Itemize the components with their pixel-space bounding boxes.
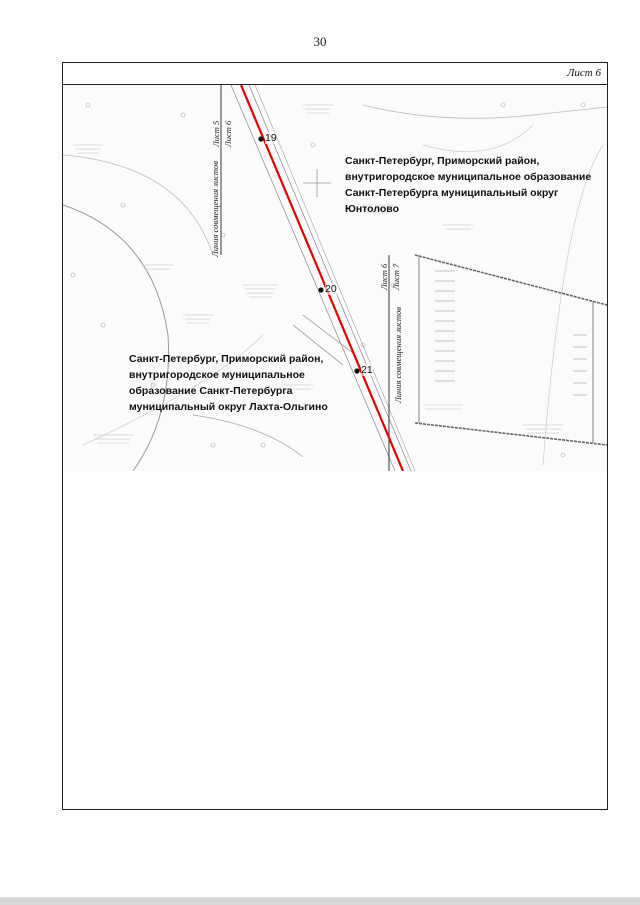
scan-edge — [0, 897, 640, 905]
area-label-lakhta: Санкт-Петербург, Приморский район, внутригородское муниципальное образование Санкт-Петербурга муниципальный округ Лахта-Ольгино — [129, 353, 328, 413]
point-label-21: 21 — [361, 364, 373, 376]
match-line-left-sheet-below: Лист 6 — [223, 120, 233, 147]
area-label-yuntolovo: Санкт-Петербург, Приморский район, внутригородское муниципальное образование Санкт-Петербурга муниципальный округ Юнтолово — [345, 155, 592, 215]
contour-line — [63, 155, 213, 255]
structure-block — [415, 255, 607, 445]
point-label-20: 20 — [325, 283, 337, 295]
contour-line — [193, 415, 303, 457]
boundary-point-21 — [354, 368, 359, 373]
point-label-19: 19 — [265, 132, 277, 144]
page-number: 30 — [313, 34, 327, 49]
match-line-right-sheet-above: Лист 6 — [379, 263, 389, 290]
elevation-marks — [435, 271, 587, 395]
match-line-right-sheet-below: Лист 7 — [391, 263, 401, 290]
contour-line — [63, 205, 169, 471]
contour-line — [423, 125, 533, 152]
match-line-left-caption: Линия совмещения листов — [210, 161, 220, 257]
match-line-left-sheet-above: Лист 5 — [211, 120, 221, 147]
survey-cross-icon — [303, 169, 331, 197]
boundary-point-19 — [258, 136, 263, 141]
sheet-frame — [62, 62, 608, 810]
sheet-header — [63, 63, 607, 85]
map-area — [63, 85, 607, 471]
contour-line — [363, 105, 607, 118]
match-line-right-caption: Линия совмещения листов — [393, 307, 403, 403]
sheet-label: Лист 6 — [566, 67, 601, 79]
boundary-point-20 — [318, 287, 323, 292]
